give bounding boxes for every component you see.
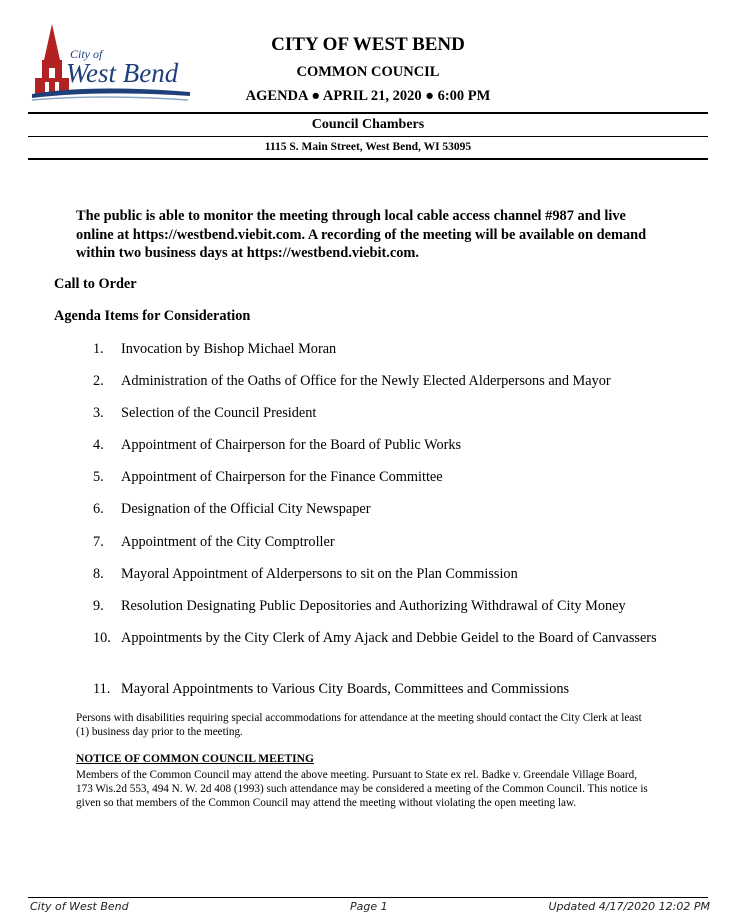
public-viewing-notice: The public is able to monitor the meeting through local cable access channel #987 and live online at https://westbend.viebit.com. A recording of the meeting will be available on demand within two business days at https://westbend.viebit.com. bbox=[76, 208, 647, 261]
footer-rule bbox=[28, 897, 708, 898]
agenda-item-text: Appointments by the City Clerk of Amy Ajack and Debbie Geidel to the Board of Canvassers bbox=[121, 630, 657, 646]
agenda-item bbox=[93, 404, 663, 423]
agenda-item-number: 9. bbox=[93, 598, 104, 614]
city-logo bbox=[30, 20, 192, 106]
agenda-item-number: 4. bbox=[93, 437, 104, 453]
agenda-item bbox=[93, 372, 663, 391]
agenda-item-number: 2. bbox=[93, 373, 104, 389]
agenda-item-text: Resolution Designating Public Depositories and Authorizing Withdrawal of City Money bbox=[121, 598, 626, 614]
call-to-order-heading: Call to Order bbox=[54, 276, 137, 292]
meeting-address: 1115 S. Main Street, West Bend, WI 53095 bbox=[264, 141, 472, 153]
agenda-item-number: 7. bbox=[93, 534, 104, 550]
agenda-item bbox=[93, 680, 663, 699]
council-title: COMMON COUNCIL bbox=[296, 64, 440, 80]
agenda-item-number: 1. bbox=[93, 341, 104, 357]
logo-small-text: City of bbox=[70, 47, 103, 61]
agenda-item bbox=[93, 533, 663, 552]
header-rule-top bbox=[28, 112, 708, 114]
notice-title: NOTICE OF COMMON COUNCIL MEETING bbox=[76, 753, 314, 765]
agenda-item-number: 3. bbox=[93, 405, 104, 421]
agenda-item-text: Invocation by Bishop Michael Moran bbox=[121, 341, 337, 357]
agenda-item-text: Administration of the Oaths of Office for the Newly Elected Alderpersons and Mayor bbox=[121, 373, 611, 389]
header-rule-middle bbox=[28, 136, 708, 137]
agenda-date: AGENDA ● APRIL 21, 2020 ● 6:00 PM bbox=[245, 88, 491, 104]
agenda-item-text: Appointment of Chairperson for the Finance Committee bbox=[121, 469, 443, 485]
footer-org: City of West Bend bbox=[30, 900, 129, 913]
agenda-item-text: Selection of the Council President bbox=[121, 405, 317, 421]
agenda-item bbox=[93, 565, 663, 584]
agenda-item-text: Appointment of the City Comptroller bbox=[121, 534, 335, 550]
agenda-item-text: Appointment of Chairperson for the Board of Public Works bbox=[121, 437, 462, 453]
agenda-item-text: Mayoral Appointment of Alderpersons to sit on the Plan Commission bbox=[121, 566, 518, 582]
footer-updated: Updated 4/17/2020 12:02 PM bbox=[548, 900, 710, 913]
meeting-location: Council Chambers bbox=[311, 117, 425, 132]
accessibility-note: Persons with disabilities requiring special accommodations for attendance at the meeting should contact the City Clerk at least (1) business day prior to the meeting. bbox=[76, 712, 642, 738]
agenda-item-text: Designation of the Official City Newspaper bbox=[121, 501, 371, 517]
city-title: CITY OF WEST BEND bbox=[271, 34, 465, 55]
agenda-item bbox=[93, 500, 663, 519]
agenda-item-text: Mayoral Appointments to Various City Boards, Committees and Commissions bbox=[121, 681, 570, 697]
agenda-item-number: 10. bbox=[93, 630, 111, 646]
agenda-item-number: 11. bbox=[93, 681, 111, 697]
agenda-item bbox=[93, 436, 663, 455]
agenda-item bbox=[93, 468, 663, 487]
notice-body: Members of the Common Council may attend the above meeting. Pursuant to State ex rel. Badke v. Greendale Village Board, 173 Wis.2d 553, 494 N. W. 2d 408 (1993) such attendance may be considered a meeting of the Common Council. This notice is given so that members of the Common Council may attend the meeting without violating the open meeting law. bbox=[76, 769, 648, 809]
footer-page-number: Page 1 bbox=[350, 900, 388, 913]
logo-large-text: West Bend bbox=[66, 58, 179, 88]
agenda-item bbox=[93, 597, 663, 616]
header-rule-bottom bbox=[28, 158, 708, 160]
steeple-icon bbox=[44, 24, 60, 60]
agenda-item bbox=[93, 340, 663, 359]
agenda-items-heading: Agenda Items for Consideration bbox=[54, 308, 251, 324]
agenda-item-number: 6. bbox=[93, 501, 104, 517]
agenda-item-number: 5. bbox=[93, 469, 104, 485]
agenda-item-number: 8. bbox=[93, 566, 104, 582]
agenda-item bbox=[93, 629, 663, 648]
